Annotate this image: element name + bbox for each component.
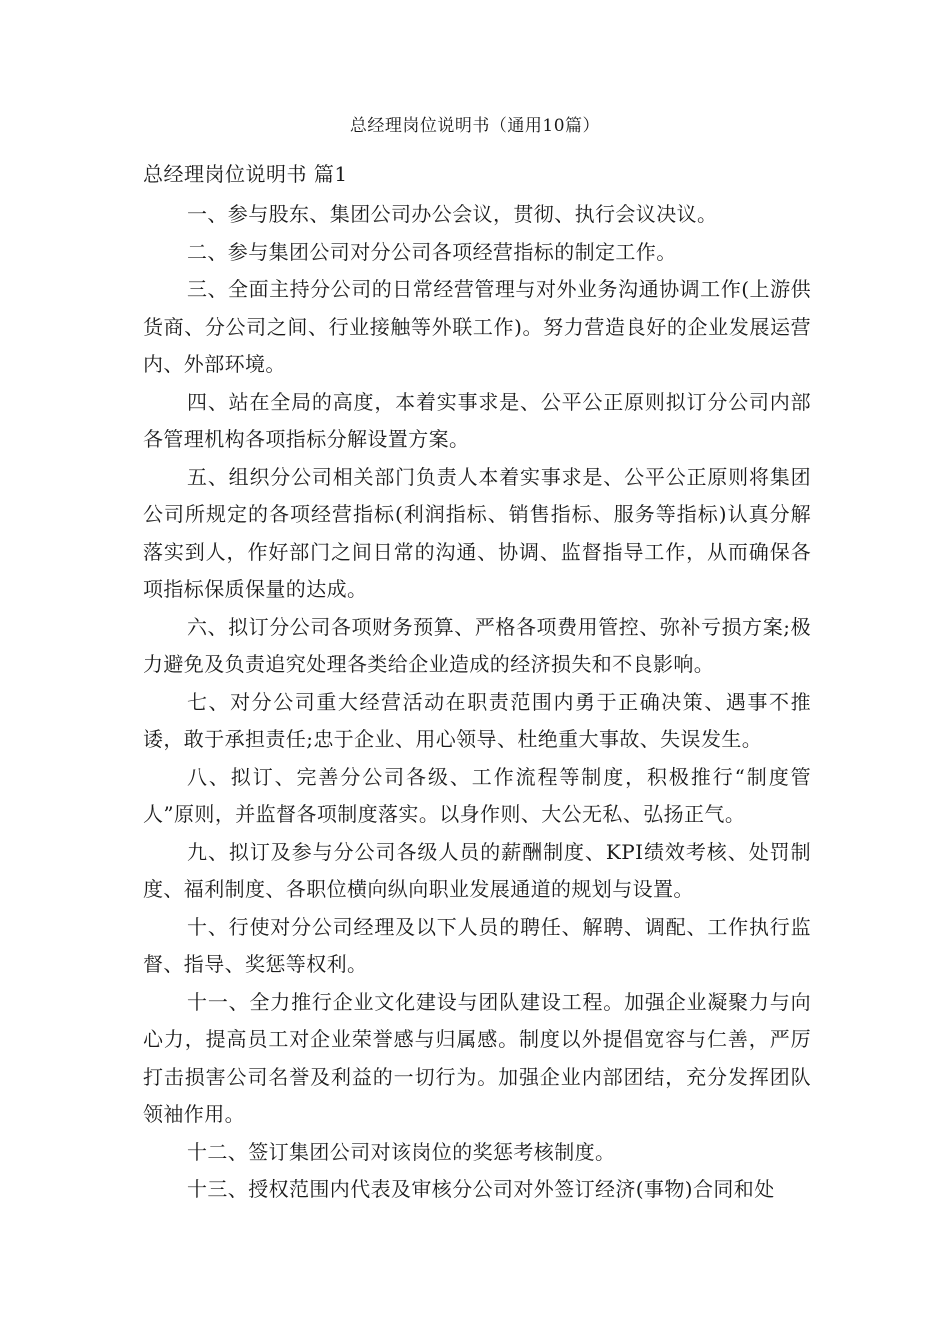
document-title: 总经理岗位说明书（通用10篇） xyxy=(349,116,601,136)
paragraph-5: 五、组织分公司相关部门负责人本着实事求是、公平公正原则将集团公司所规定的各项经营指标(利润指标、销售指标、服务等指标)认真分解落实到人，作好部门之间日常的沟通、协调、监督指导工作，从而确保各项指标保质保量的达成。 xyxy=(143,464,811,601)
paragraph-13: 十三、授权范围内代表及审核分公司对外签订经济(事物)合同和处 xyxy=(187,1177,775,1201)
paragraph-9: 九、拟订及参与分公司各级人员的薪酬制度、KPI绩效考核、处罚制度、福利制度、各职位横向纵向职业发展通道的规划与设置。 xyxy=(143,839,811,901)
paragraph-3: 三、全面主持分公司的日常经营管理与对外业务沟通协调工作(上游供货商、分公司之间、行业接触等外联工作)。努力营造良好的企业发展运营内、外部环境。 xyxy=(143,277,811,376)
paragraph-11: 十一、全力推行企业文化建设与团队建设工程。加强企业凝聚力与向心力，提高员工对企业荣誉感与归属感。制度以外提倡宽容与仁善，严厉打击损害公司名誉及利益的一切行为。加强企业内部团结，充分发挥团队领袖作用。 xyxy=(143,989,811,1126)
section-heading: 总经理岗位说明书 篇1 xyxy=(143,162,348,186)
paragraph-8: 八、拟订、完善分公司各级、工作流程等制度，积极推行“制度管人”原则，并监督各项制度落实。以身作则、大公无私、弘扬正气。 xyxy=(143,764,811,826)
paragraph-7: 七、对分公司重大经营活动在职责范围内勇于正确决策、遇事不推诿，敢于承担责任;忠于企业、用心领导、杜绝重大事故、失误发生。 xyxy=(143,689,811,751)
paragraph-4: 四、站在全局的高度，本着实事求是、公平公正原则拟订分公司内部各管理机构各项指标分解设置方案。 xyxy=(143,389,811,451)
paragraph-2: 二、参与集团公司对分公司各项经营指标的制定工作。 xyxy=(187,239,677,264)
paragraph-10: 十、行使对分公司经理及以下人员的聘任、解聘、调配、工作执行监督、指导、奖惩等权利。 xyxy=(143,914,811,976)
paragraph-1: 一、参与股东、集团公司办公会议，贯彻、执行会议决议。 xyxy=(187,202,718,226)
document-body xyxy=(143,196,811,1209)
paragraph-6: 六、拟订分公司各项财务预算、严格各项费用管控、弥补亏损方案;极力避免及负责追究处理各类给企业造成的经济损失和不良影响。 xyxy=(143,614,811,676)
paragraph-12: 十二、签订集团公司对该岗位的奖惩考核制度。 xyxy=(187,1139,616,1164)
